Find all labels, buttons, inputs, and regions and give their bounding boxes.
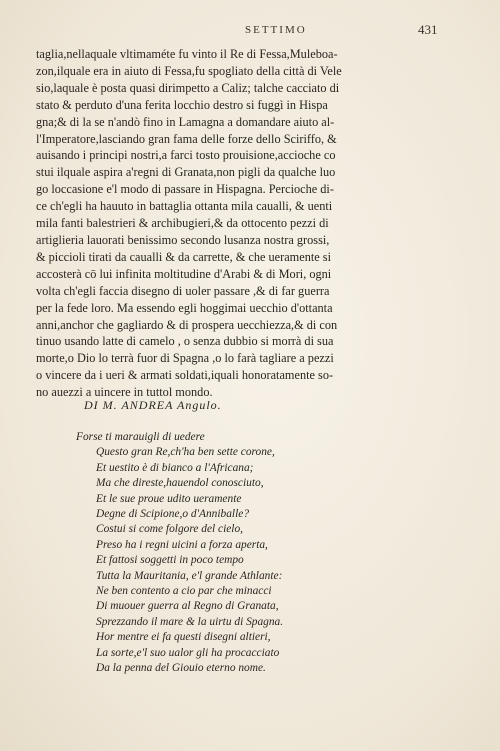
verse-line: Ne ben contento a cio par che minacci <box>96 585 272 598</box>
verse-line: Costui si come folgore del cielo, <box>96 523 243 536</box>
prose-line: auisando i principi nostri,a farci tosto prouisione,accioche co <box>36 148 336 163</box>
prose-line: gna;& di la se n'andò fino in Lamagna a domandare aiuto al- <box>36 114 335 129</box>
prose-line: go loccasione e'l modo di passare in Hispagna. Percioche di- <box>36 182 334 197</box>
prose-line: tinuo usando latte di camelo , o senza dubbio si morrà di sua <box>36 334 334 349</box>
prose-line: morte,o Dio lo terrà fuor di Spagna ,o lo farà tagliare a pezzi <box>36 351 334 366</box>
poem-heading: DI M. ANDREA Angulo. <box>84 398 222 412</box>
prose-line: per la fede loro. Ma essendo egli hoggimai uecchio d'ottanta <box>36 300 333 315</box>
verse-line: Et uestito è di bianco a l'Africana; <box>96 461 254 474</box>
prose-line: zon,ilquale era in aiuto di Fessa,fu spogliato della città di Vele <box>36 63 342 78</box>
prose-line: volta ch'egli faccia disegno di uoler passare ,& di far guerra <box>36 283 330 298</box>
verse-line: Forse ti marauigli di uedere <box>76 431 205 443</box>
verse-line: Sprezzando il mare & la uirtu di Spagna. <box>96 615 284 628</box>
prose-line: ce ch'egli ha hauuto in battaglia ottanta mila caualli, & uenti <box>36 199 333 214</box>
poem-verse <box>76 430 436 677</box>
prose-line: accosterà cō lui infinita moltitudine d'Arabi & di Mori, ogni <box>36 266 332 281</box>
prose-line: & piccioli tirati da caualli & da carrette, & che ueramente si <box>36 249 331 264</box>
verse-line: Degne di Scipione,o d'Anniballe? <box>96 508 250 521</box>
verse-line: Et fattosi soggetti in poco tempo <box>96 554 244 567</box>
verse-line: Tutta la Mauritania, e'l grande Athlante: <box>96 569 283 582</box>
prose-line: stui ilquale aspira a'regni di Granata,non pigli da qualche luo <box>36 165 336 180</box>
prose-line: mila fanti balestrieri & archibugieri,& da ottocento pezzi di <box>36 216 329 231</box>
verse-line: La sorte,e'l suo ualor gli ha procacciato <box>96 646 280 659</box>
prose-line: artiglieria lauorati benissimo secondo lusanza nostra grossi, <box>36 232 330 247</box>
verse-line: Da la penna del Giouio eterno nome. <box>96 662 266 675</box>
prose-block <box>36 46 454 401</box>
page-header <box>0 22 500 42</box>
prose-line: stato & perduto d'una ferita locchio destro si fuggì in Hispa <box>36 97 328 112</box>
prose-line: o vincere da i ueri & armati soldati,iquali honoratamente so- <box>36 368 334 383</box>
verse-line: Preso ha i regni uicini a forza aperta, <box>96 538 268 551</box>
verse-line: Et le sue proue udito ueramente <box>96 492 242 505</box>
verse-line: Di muouer guerra al Regno di Granata, <box>96 600 279 613</box>
page-number: 431 <box>418 22 438 37</box>
verse-line: Ma che direste,hauendol conosciuto, <box>96 477 264 490</box>
verse-line: Questo gran Re,ch'ha ben sette corone, <box>96 446 275 459</box>
prose-line: no auezzi a uincere in tuttol mondo. <box>36 385 213 400</box>
running-head: SETTIMO <box>245 24 307 36</box>
prose-line: taglia,nellaquale vltimaméte fu vinto il Re di Fessa,Muleboa- <box>36 47 338 61</box>
prose-line: l'Imperatore,lasciando gran fama delle forze dello Sciriffo, & <box>36 131 337 146</box>
verse-line: Hor mentre ei fa questi disegni altieri, <box>96 631 271 644</box>
prose-line: sio,laquale è posta quasi dirimpetto a Caliz; talche cacciato di <box>36 80 340 95</box>
prose-line: anni,anchor che gagliardo & di prospera uecchiezza,& di con <box>36 317 338 332</box>
